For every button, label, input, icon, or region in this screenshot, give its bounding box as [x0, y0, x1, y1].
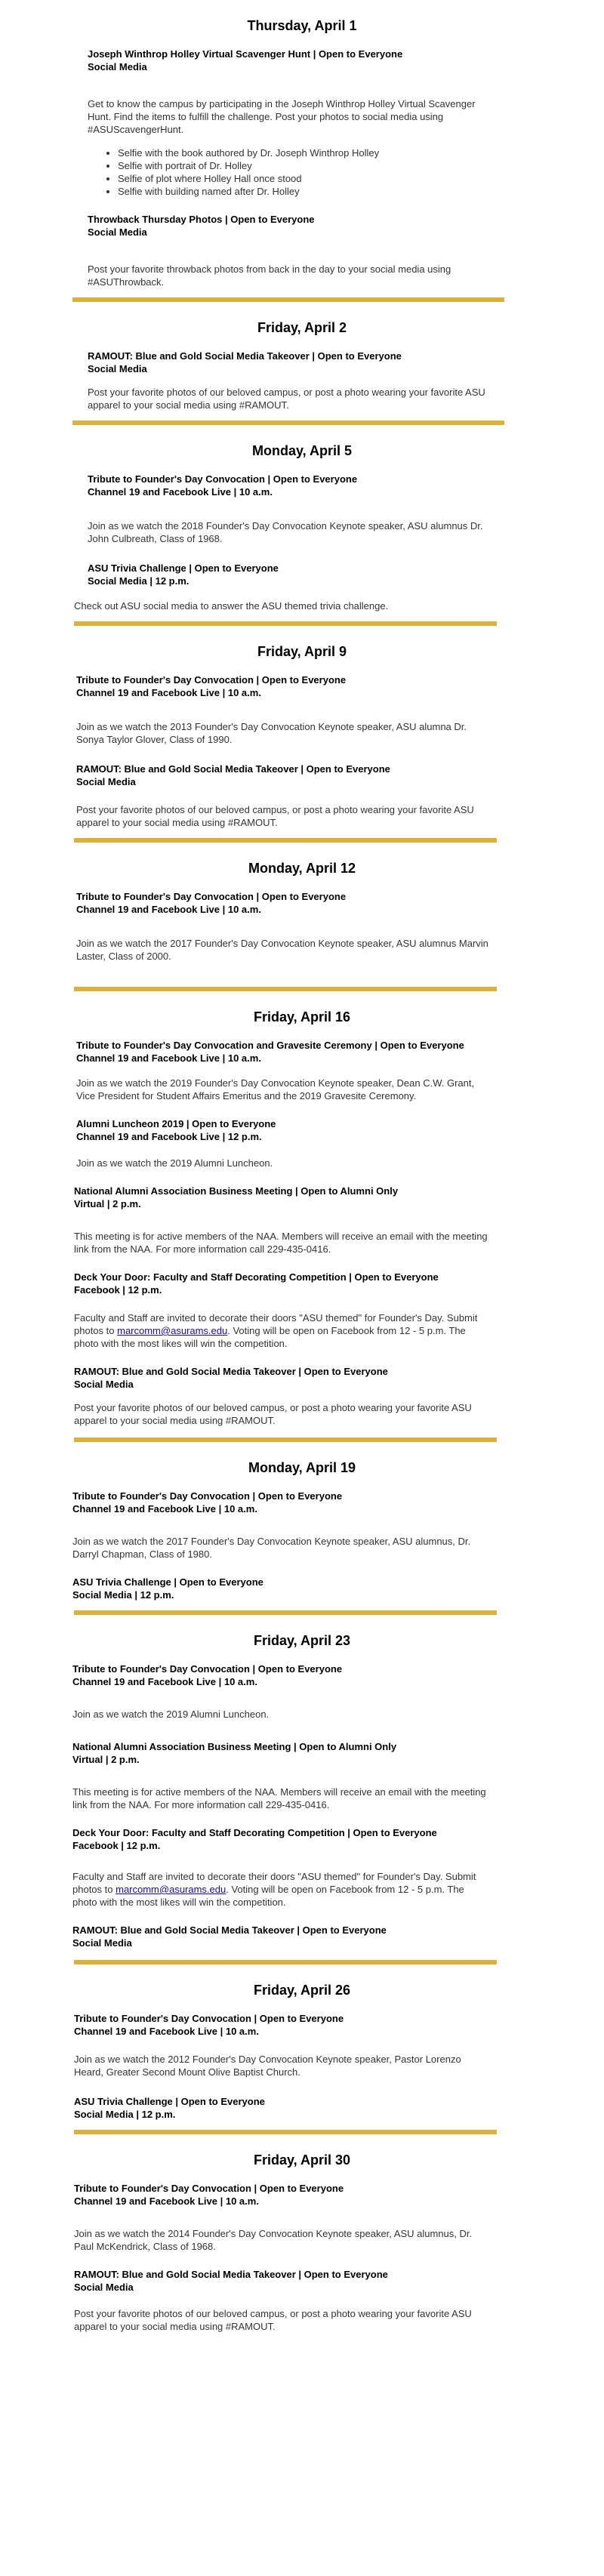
event-title: Alumni Luncheon 2019 | Open to Everyone: [76, 1118, 276, 1129]
event-location: Social Media: [72, 1937, 132, 1949]
event-item: [0, 890, 604, 963]
event-title: Tribute to Founder's Day Convocation | Open to Everyone: [72, 1490, 343, 1502]
event-item: [0, 599, 604, 612]
event-title: Tribute to Founder's Day Convocation | Open to Everyone: [88, 473, 358, 485]
event-title: RAMOUT: Blue and Gold Social Media Takeover | Open to Everyone: [72, 1924, 387, 1936]
event-description: Join as we watch the 2017 Founder's Day Convocation Keynote speaker, ASU alumnus Marvin Laster, Class of 2000.: [76, 938, 488, 962]
event-location: Channel 19 and Facebook Live | 12 p.m.: [76, 1131, 262, 1142]
event-item: [0, 763, 604, 829]
event-location: Virtual | 2 p.m.: [72, 1754, 140, 1765]
event-description: Join as we watch the 2012 Founder's Day Convocation Keynote speaker, Pastor Lorenzo Heard, Greater Second Mount Olive Baptist Church.: [74, 2054, 461, 2078]
event-location: Social Media | 12 p.m.: [74, 2109, 176, 2120]
day-title: Thursday, April 1: [247, 18, 357, 33]
day-section: [0, 1442, 604, 1615]
event-location: Social Media: [88, 226, 147, 238]
event-item: [0, 1271, 604, 1350]
event-item: [0, 1740, 604, 1811]
event-title: ASU Trivia Challenge | Open to Everyone: [74, 2096, 265, 2107]
day-section: [0, 843, 604, 991]
event-title: Tribute to Founder's Day Convocation | Open to Everyone: [76, 891, 347, 902]
event-description: Post your favorite photos of our beloved campus, or post a photo wearing your favorite ASU apparel to your social media using #RAMOUT.: [88, 387, 485, 411]
event-description-text: . Voting will be open on Facebook from 12 - 5 p.m. The photo with the most likes will win the competition.: [74, 1325, 466, 1349]
event-description: [74, 1311, 491, 1350]
event-description: Post your favorite throwback photos from back in the day to your social media using #ASUThrowback.: [88, 263, 451, 288]
event-item: [0, 1365, 604, 1427]
event-item: [0, 1924, 604, 1949]
event-title: RAMOUT: Blue and Gold Social Media Takeover | Open to Everyone: [74, 1366, 388, 1377]
event-location: Social Media: [74, 2282, 134, 2293]
day-section: [0, 302, 604, 425]
event-description: Join as we watch the 2018 Founder's Day Convocation Keynote speaker, ASU alumnus Dr. John Culbreath, Class of 1968.: [88, 520, 483, 544]
event-description: Post your favorite photos of our beloved campus, or post a photo wearing your favorite ASU apparel to your social media using #RAMOUT.: [74, 1402, 472, 1426]
event-item: [0, 1117, 604, 1169]
event-item: [0, 2095, 604, 2121]
event-location: Channel 19 and Facebook Live | 10 a.m.: [88, 486, 273, 498]
day-title: Friday, April 23: [253, 1633, 351, 1648]
event-description-text: Faculty and Staff are invited to decorate their doors "ASU themed" for Founder's Day. Submit photos to: [74, 1312, 478, 1336]
event-title: RAMOUT: Blue and Gold Social Media Takeover | Open to Everyone: [88, 350, 402, 362]
event-title: Tribute to Founder's Day Convocation | Open to Everyone: [74, 2013, 344, 2024]
event-description: Check out ASU social media to answer the ASU themed trivia challenge.: [74, 600, 389, 612]
email-link[interactable]: marcomm@asurams.edu: [116, 1884, 226, 1895]
event-location: Facebook | 12 p.m.: [72, 1840, 161, 1851]
event-location: Social Media: [88, 61, 147, 72]
list-item: • Selfie with the book authored by Dr. Joseph Winthrop Holley: [118, 146, 491, 159]
day-title: Monday, April 5: [251, 443, 352, 458]
event-item: [0, 1662, 604, 1721]
event-location: Social Media: [88, 363, 147, 374]
event-description: Join as we watch the 2017 Founder's Day Convocation Keynote speaker, ASU alumnus, Dr. Darryl Chapman, Class of 1980.: [72, 1536, 471, 1560]
event-description: Join as we watch the 2019 Alumni Luncheon.: [72, 1709, 270, 1720]
day-section: [0, 626, 604, 843]
event-title: Deck Your Door: Faculty and Staff Decorating Competition | Open to Everyone: [74, 1271, 439, 1283]
day-section: [0, 991, 604, 1442]
event-item: [0, 1185, 604, 1256]
day-section: [0, 425, 604, 626]
event-item: [0, 1039, 604, 1102]
day-section: [0, 1615, 604, 1964]
event-item: [0, 473, 604, 545]
event-description: This meeting is for active members of the NAA. Members will receive an email with the meeting link from the NAA. For more information call 229-435-0416.: [72, 1786, 486, 1810]
day-title: Friday, April 9: [257, 644, 347, 659]
event-title: Tribute to Founder's Day Convocation and Gravesite Ceremony | Open to Everyone: [76, 1040, 464, 1051]
event-item: [0, 1490, 604, 1561]
list-item: • Selfie of plot where Holley Hall once stood: [118, 172, 491, 185]
day-title: Monday, April 12: [248, 861, 356, 876]
event-title: National Alumni Association Business Meeting | Open to Alumni Only: [72, 1741, 397, 1752]
event-item: [0, 350, 604, 411]
day-section: [0, 1964, 604, 2134]
event-location: Channel 19 and Facebook Live | 10 a.m.: [74, 2195, 259, 2207]
event-title: ASU Trivia Challenge | Open to Everyone: [72, 1576, 263, 1588]
challenge-list: [88, 146, 491, 198]
event-location: Social Media | 12 p.m.: [72, 1589, 174, 1601]
event-location: Channel 19 and Facebook Live | 10 a.m.: [74, 2026, 259, 2037]
event-location: Channel 19 and Facebook Live | 10 a.m.: [76, 904, 261, 915]
event-location: Channel 19 and Facebook Live | 10 a.m.: [76, 687, 261, 698]
event-location: Channel 19 and Facebook Live | 10 a.m.: [76, 1052, 261, 1064]
event-description-text: . Voting will be open on Facebook from 12 - 5 p.m. The photo with the most likes will win the competition.: [72, 1884, 464, 1908]
event-title: Deck Your Door: Faculty and Staff Decorating Competition | Open to Everyone: [72, 1827, 437, 1838]
event-description: [72, 1870, 491, 1909]
event-description: Post your favorite photos of our beloved campus, or post a photo wearing your favorite ASU apparel to your social media using #RAMOUT.: [76, 804, 474, 828]
day-section: [0, 0, 604, 302]
event-description-text: Faculty and Staff are invited to decorate their doors "ASU themed" for Founder's Day. Submit photos to: [72, 1871, 476, 1895]
event-description: Join as we watch the 2019 Founder's Day Convocation Keynote speaker, Dean C.W. Grant, Vice President for Student Affairs Emeritus and the 2019 Gravesite Ceremony.: [76, 1077, 475, 1102]
event-location: Social Media | 12 p.m.: [88, 575, 190, 587]
event-title: RAMOUT: Blue and Gold Social Media Takeover | Open to Everyone: [76, 763, 390, 775]
event-title: Throwback Thursday Photos | Open to Everyone: [88, 214, 315, 225]
event-description: Join as we watch the 2013 Founder's Day Convocation Keynote speaker, ASU alumna Dr. Sonya Taylor Glover, Class of 1990.: [76, 721, 467, 745]
event-item: [0, 2268, 604, 2333]
event-description: Join as we watch the 2019 Alumni Luncheon.: [76, 1157, 273, 1169]
event-description: Join as we watch the 2014 Founder's Day Convocation Keynote speaker, ASU alumnus, Dr. Paul McKendrick, Class of 1968.: [74, 2228, 473, 2252]
event-title: RAMOUT: Blue and Gold Social Media Takeover | Open to Everyone: [74, 2269, 388, 2280]
day-title: Friday, April 16: [253, 1009, 351, 1025]
event-location: Social Media: [76, 776, 136, 787]
event-location: Channel 19 and Facebook Live | 10 a.m.: [72, 1676, 257, 1687]
day-title: Friday, April 26: [253, 1983, 351, 1998]
event-item: [0, 1576, 604, 1601]
day-section: [0, 2134, 604, 2333]
event-item: [0, 48, 604, 198]
event-title: National Alumni Association Business Meeting | Open to Alumni Only: [74, 1185, 399, 1197]
event-title: ASU Trivia Challenge | Open to Everyone: [88, 562, 279, 574]
list-item: • Selfie with building named after Dr. Holley: [118, 185, 491, 198]
email-link[interactable]: marcomm@asurams.edu: [117, 1325, 228, 1336]
event-location: Facebook | 12 p.m.: [74, 1284, 162, 1296]
event-item: [0, 562, 604, 587]
day-title: Friday, April 2: [257, 320, 347, 335]
event-item: [0, 213, 604, 288]
list-item: • Selfie with portrait of Dr. Holley: [118, 159, 491, 172]
day-title: Monday, April 19: [248, 1460, 356, 1475]
event-location: Social Media: [74, 1379, 134, 1390]
event-location: Channel 19 and Facebook Live | 10 a.m.: [72, 1503, 257, 1514]
day-title: Friday, April 30: [253, 2152, 351, 2168]
event-item: [0, 2182, 604, 2253]
event-title: Joseph Winthrop Holley Virtual Scavenger Hunt | Open to Everyone: [88, 48, 403, 60]
event-item: [0, 1826, 604, 1909]
event-item: [0, 673, 604, 746]
event-title: Tribute to Founder's Day Convocation | Open to Everyone: [74, 2183, 344, 2194]
event-location: Virtual | 2 p.m.: [74, 1198, 141, 1209]
event-title: Tribute to Founder's Day Convocation | Open to Everyone: [72, 1663, 343, 1675]
event-description: This meeting is for active members of the NAA. Members will receive an email with the meeting link from the NAA. For more information call 229-435-0416.: [74, 1231, 488, 1255]
event-description: Get to know the campus by participating in the Joseph Winthrop Holley Virtual Scavenger Hunt. Find the items to fulfill the challenge. Post your photos to social media using #ASUScavengerHunt.: [88, 98, 476, 135]
event-title: Tribute to Founder's Day Convocation | Open to Everyone: [76, 674, 347, 686]
event-description: Post your favorite photos of our beloved campus, or post a photo wearing your favorite ASU apparel to your social media using #RAMOUT.: [74, 2308, 472, 2332]
event-item: [0, 2012, 604, 2078]
